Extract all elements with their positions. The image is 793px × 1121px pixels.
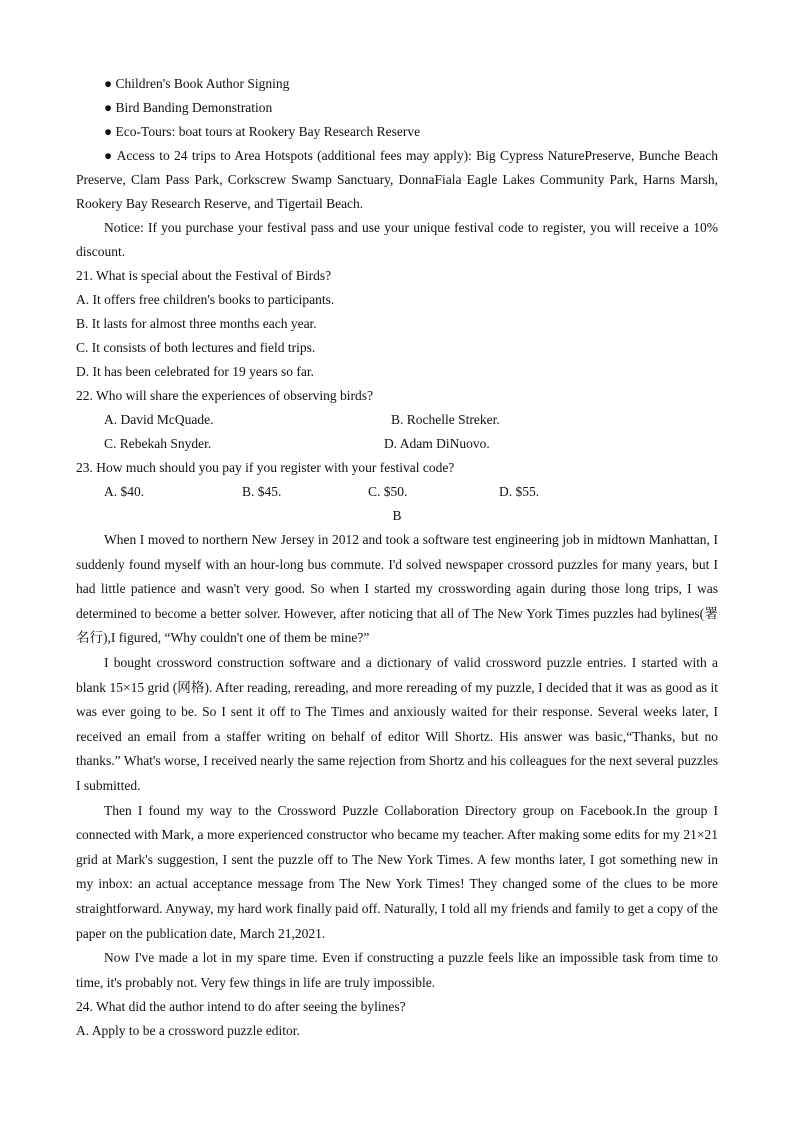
passage-paragraph: Then I found my way to the Crossword Puzzle Collaboration Directory group on Facebook.In the group I connected with Mark, a more experienced constructor who became my teacher. After making some edits for my 21×21 grid at Mark's suggestion, I sent the puzzle off to The New York Times. A few months later, I got something new in my inbox: an actual acceptance message from The New York Times! They changed some of the clues to be more straightforward. Anyway, my hard work finally paid off. Naturally, I told all my friends and family to get a copy of the paper on the publication date, March 21,2021. [76, 802, 718, 941]
question-22-option: B. Rochelle Streker. [391, 412, 500, 427]
question-21-option: D. It has been celebrated for 19 years so far. [76, 364, 315, 379]
question-23-options-row [76, 480, 718, 504]
question-24-option: A. Apply to be a crossword puzzle editor. [76, 1023, 300, 1039]
passage-paragraph: When I moved to northern New Jersey in 2012 and took a software test engineering job in midtown Manhattan, I suddenly found myself with an hour-long bus commute. I'd solved newspaper crossord puzzles for many years, but I had little patience and wasn't very good. So when I started my crosswording again during those long trips, I was determined to become a better solver. However, after noticing that all of The New York Times puzzles had bylines(署名行),I figured, “Why couldn't one of them be mine?” [76, 532, 718, 646]
question-21-stem: 21. What is special about the Festival of Birds? [76, 268, 332, 283]
festival-event-item: ● Bird Banding Demonstration [104, 100, 273, 115]
festival-notice: Notice: If you purchase your festival pass and use your unique festival code to register, you will receive a 10% discount. [76, 220, 718, 259]
section-b-heading: B [392, 508, 402, 523]
passage-paragraph: I bought crossword construction software and a dictionary of valid crossword puzzle entries. I started with a blank 15×15 grid (网格). After reading, rereading, and more rereading of my puzzle, I decided that it was as good as it was ever going to be. So I sent it off to The Times and anxiously waited for their response. Several weeks later, I received an email from a staffer writing on behalf of editor Will Shortz. His answer was basic,“Thanks, but no thanks.” What's worse, I received nearly the same rejection from Shortz and his colleagues for the next several puzzles I submitted. [76, 654, 718, 793]
question-22-option: C. Rebekah Snyder. [104, 436, 212, 451]
festival-event-item: ● Access to 24 trips to Area Hotspots (additional fees may apply): Big Cypress NaturePreserve, Bunche Beach Preserve, Clam Pass Park, Corkscrew Swamp Sanctuary, DonnaFiala Eagle Lakes Community Park, Harns Marsh, Rookery Bay Research Reserve, and Tigertail Beach. [76, 148, 718, 211]
question-22-options-row [76, 408, 718, 432]
question-24-stem: 24. What did the author intend to do after seeing the bylines? [76, 999, 406, 1015]
question-23-stem: 23. How much should you pay if you register with your festival code? [76, 460, 455, 475]
question-23-option: D. $55. [499, 484, 540, 499]
festival-event-item: ● Children's Book Author Signing [104, 76, 290, 91]
document-page [76, 72, 718, 1043]
question-23-option: C. $50. [368, 484, 408, 499]
question-21-option: B. It lasts for almost three months each year. [76, 316, 317, 331]
question-22-option: D. Adam DiNuovo. [384, 436, 490, 451]
question-22-stem: 22. Who will share the experiences of observing birds? [76, 388, 374, 403]
passage-paragraph: Now I've made a lot in my spare time. Even if constructing a puzzle feels like an impossible task from time to time, it's probably not. Very few things in life are truly impossible. [76, 950, 718, 990]
question-23-option: A. $40. [104, 484, 145, 499]
question-21-option: A. It offers free children's books to participants. [76, 292, 335, 307]
question-22-option: A. David McQuade. [104, 412, 214, 427]
festival-event-item: ● Eco-Tours: boat tours at Rookery Bay Research Reserve [104, 124, 421, 139]
question-22-options-row [76, 432, 718, 456]
question-23-option: B. $45. [242, 484, 282, 499]
question-21-option: C. It consists of both lectures and field trips. [76, 340, 316, 355]
